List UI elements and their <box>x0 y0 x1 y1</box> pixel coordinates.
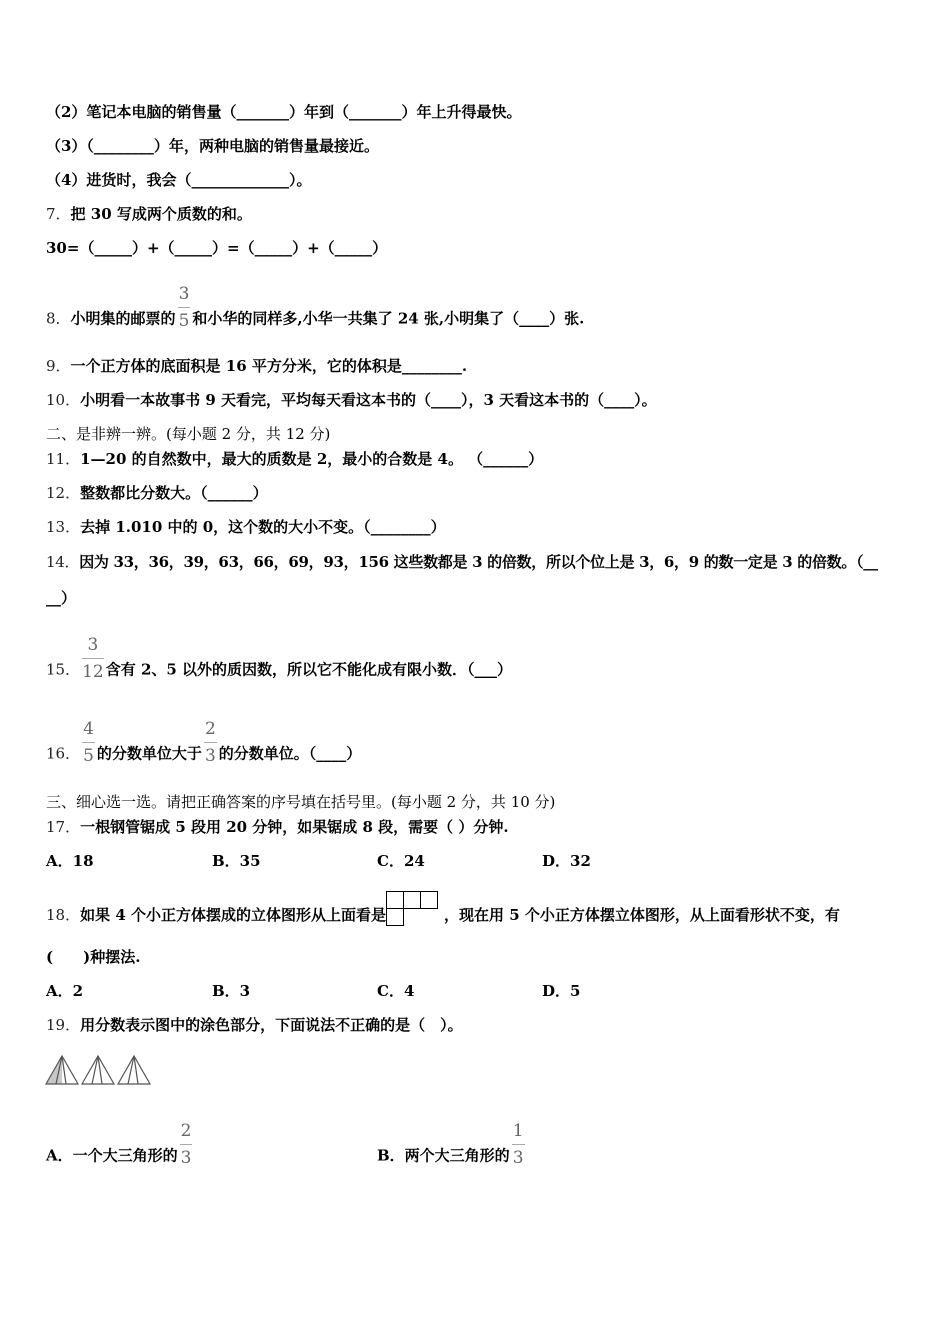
question-17 <box>46 817 509 837</box>
question-18-continued <box>46 947 140 967</box>
top-view-grid-diagram <box>386 891 444 929</box>
question-number: 19． <box>46 1016 81 1034</box>
q6-part4 <box>46 170 311 190</box>
fraction-3-5 <box>178 285 191 330</box>
numerator: 3 <box>178 285 191 308</box>
fraction-4-5 <box>82 720 95 765</box>
q18-option-d: D．5 <box>542 982 581 1000</box>
question-text: 小明看一本故事书 9 天看完，平均每天看这本书的（____），3 天看这本书的（____）。 <box>80 391 657 409</box>
numerator: 2 <box>180 1122 193 1145</box>
q17-option-c: C．24 <box>377 852 425 870</box>
numerator: 4 <box>82 720 95 743</box>
question-text: 一根钢管锯成 5 段用 20 分钟，如果锯成 8 段，需要（ ）分钟. <box>80 818 509 836</box>
section-heading-text: 三、细心选一选。请把正确答案的序号填在括号里。(每小题 2 分，共 10 分) <box>46 793 556 811</box>
question-number: 14． <box>46 553 80 571</box>
q19-option-b <box>377 1121 527 1179</box>
q17-option-d: D．32 <box>542 852 591 870</box>
fraction-2-3 <box>180 1122 193 1167</box>
question-text: 小明集的邮票的 <box>70 309 176 328</box>
question-number: 12． <box>46 484 81 502</box>
denominator: 3 <box>512 1148 524 1168</box>
q19-option-a <box>46 1121 194 1179</box>
question-14-continued <box>46 588 76 608</box>
numerator: 1 <box>512 1122 525 1145</box>
question-number: 13． <box>46 518 81 536</box>
question-number: 17． <box>46 818 81 836</box>
denominator: 12 <box>82 662 104 682</box>
q17-option-a: A．18 <box>46 852 94 870</box>
question-number: 7． <box>46 205 71 223</box>
denominator: 3 <box>204 746 216 766</box>
grid-cell <box>386 891 404 909</box>
question-text-continued: 的分数单位。（____） <box>218 744 362 763</box>
grid-cell <box>403 891 421 909</box>
question-number: 10． <box>46 391 81 409</box>
q18-option-c: C．4 <box>377 982 415 1000</box>
section-2-heading <box>46 424 330 444</box>
question-7-equation <box>46 238 387 258</box>
question-text: 把 30 写成两个质数的和。 <box>70 205 252 223</box>
q17-option-b: B．35 <box>212 852 261 870</box>
question-16 <box>46 719 362 777</box>
grid-cell <box>420 891 438 909</box>
fraction-1-3 <box>512 1122 525 1167</box>
question-11 <box>46 449 543 469</box>
numerator: 2 <box>204 720 217 743</box>
question-text: 含有 2、5 以外的质因数，所以它不能化成有限小数．（___） <box>105 660 513 679</box>
question-text-continued: 和小华的同样多,小华一共集了 24 张,小明集了（____）张. <box>192 309 585 328</box>
fraction-2-3 <box>204 720 217 765</box>
question-8 <box>46 284 585 342</box>
question-number: 11． <box>46 450 81 468</box>
q18-option-b: B．3 <box>212 982 251 1000</box>
triangle-shaded <box>46 1056 78 1084</box>
question-number: 8． <box>46 309 71 328</box>
equation-text: 30=（_____）+（_____）=（_____）+（_____） <box>46 239 388 257</box>
option-label: A．一个大三角形的 <box>46 1146 178 1165</box>
question-text: 去掉 1.010 中的 0，这个数的大小不变。（________） <box>80 518 446 536</box>
question-10 <box>46 390 657 410</box>
question-text: 整数都比分数大。（______） <box>80 484 268 502</box>
section-heading-text: 二、是非辨一辨。(每小题 2 分，共 12 分) <box>46 425 331 443</box>
question-9 <box>46 356 467 376</box>
question-text-continued: ，现在用 5 个小正方体摆立体图形，从上面看形状不变，有 <box>443 906 840 924</box>
question-18 <box>46 897 840 935</box>
numerator: 3 <box>82 636 104 659</box>
q6-part2-text: （2）笔记本电脑的销售量（_______）年到（_______）年上升得最快。 <box>46 103 522 121</box>
question-text: 如果 4 个小正方体摆成的立体图形从上面看是 <box>80 906 386 924</box>
question-13 <box>46 517 446 537</box>
question-14 <box>46 552 878 572</box>
question-text: 用分数表示图中的涂色部分，下面说法不正确的是（ ）。 <box>80 1016 463 1034</box>
question-7 <box>46 204 252 224</box>
denominator: 5 <box>178 311 190 331</box>
question-text: 一个正方体的底面积是 16 平方分米，它的体积是________. <box>70 357 468 375</box>
question-12 <box>46 483 268 503</box>
question-number: 15． <box>46 660 81 679</box>
question-text: 因为 33，36，39，63，66，69，93，156 这些数都是 3 的倍数，所以个位上是 3，6，9 的数一定是 3 的倍数。（__ <box>79 553 878 571</box>
triangle-3 <box>118 1056 150 1084</box>
q6-part2 <box>46 102 521 122</box>
denominator: 5 <box>83 746 94 766</box>
question-text-continued: __） <box>46 589 77 607</box>
question-19 <box>46 1015 463 1035</box>
q6-part3-text: （3）（________）年，两种电脑的销售量最接近。 <box>46 137 379 155</box>
triangle-2 <box>82 1056 114 1084</box>
question-text-continued: ( )种摆法. <box>46 948 141 966</box>
question-text: 1—20 的自然数中，最大的质数是 2，最小的合数是 4。 （______） <box>80 450 544 468</box>
question-number: 18． <box>46 906 81 924</box>
q18-option-a: A．2 <box>46 982 84 1000</box>
fraction-3-12 <box>82 636 104 681</box>
grid-cell <box>386 908 404 926</box>
question-text: 的分数单位大于 <box>96 744 202 763</box>
section-3-heading <box>46 792 555 812</box>
question-number: 16． <box>46 744 81 763</box>
question-number: 9． <box>46 357 71 375</box>
denominator: 3 <box>180 1148 192 1168</box>
option-label: B．两个大三角形的 <box>377 1146 510 1165</box>
q6-part3 <box>46 136 379 156</box>
triangles-diagram <box>44 1054 154 1086</box>
q6-part4-text: （4）进货时，我会（_____________）。 <box>46 171 312 189</box>
question-15 <box>46 635 513 693</box>
